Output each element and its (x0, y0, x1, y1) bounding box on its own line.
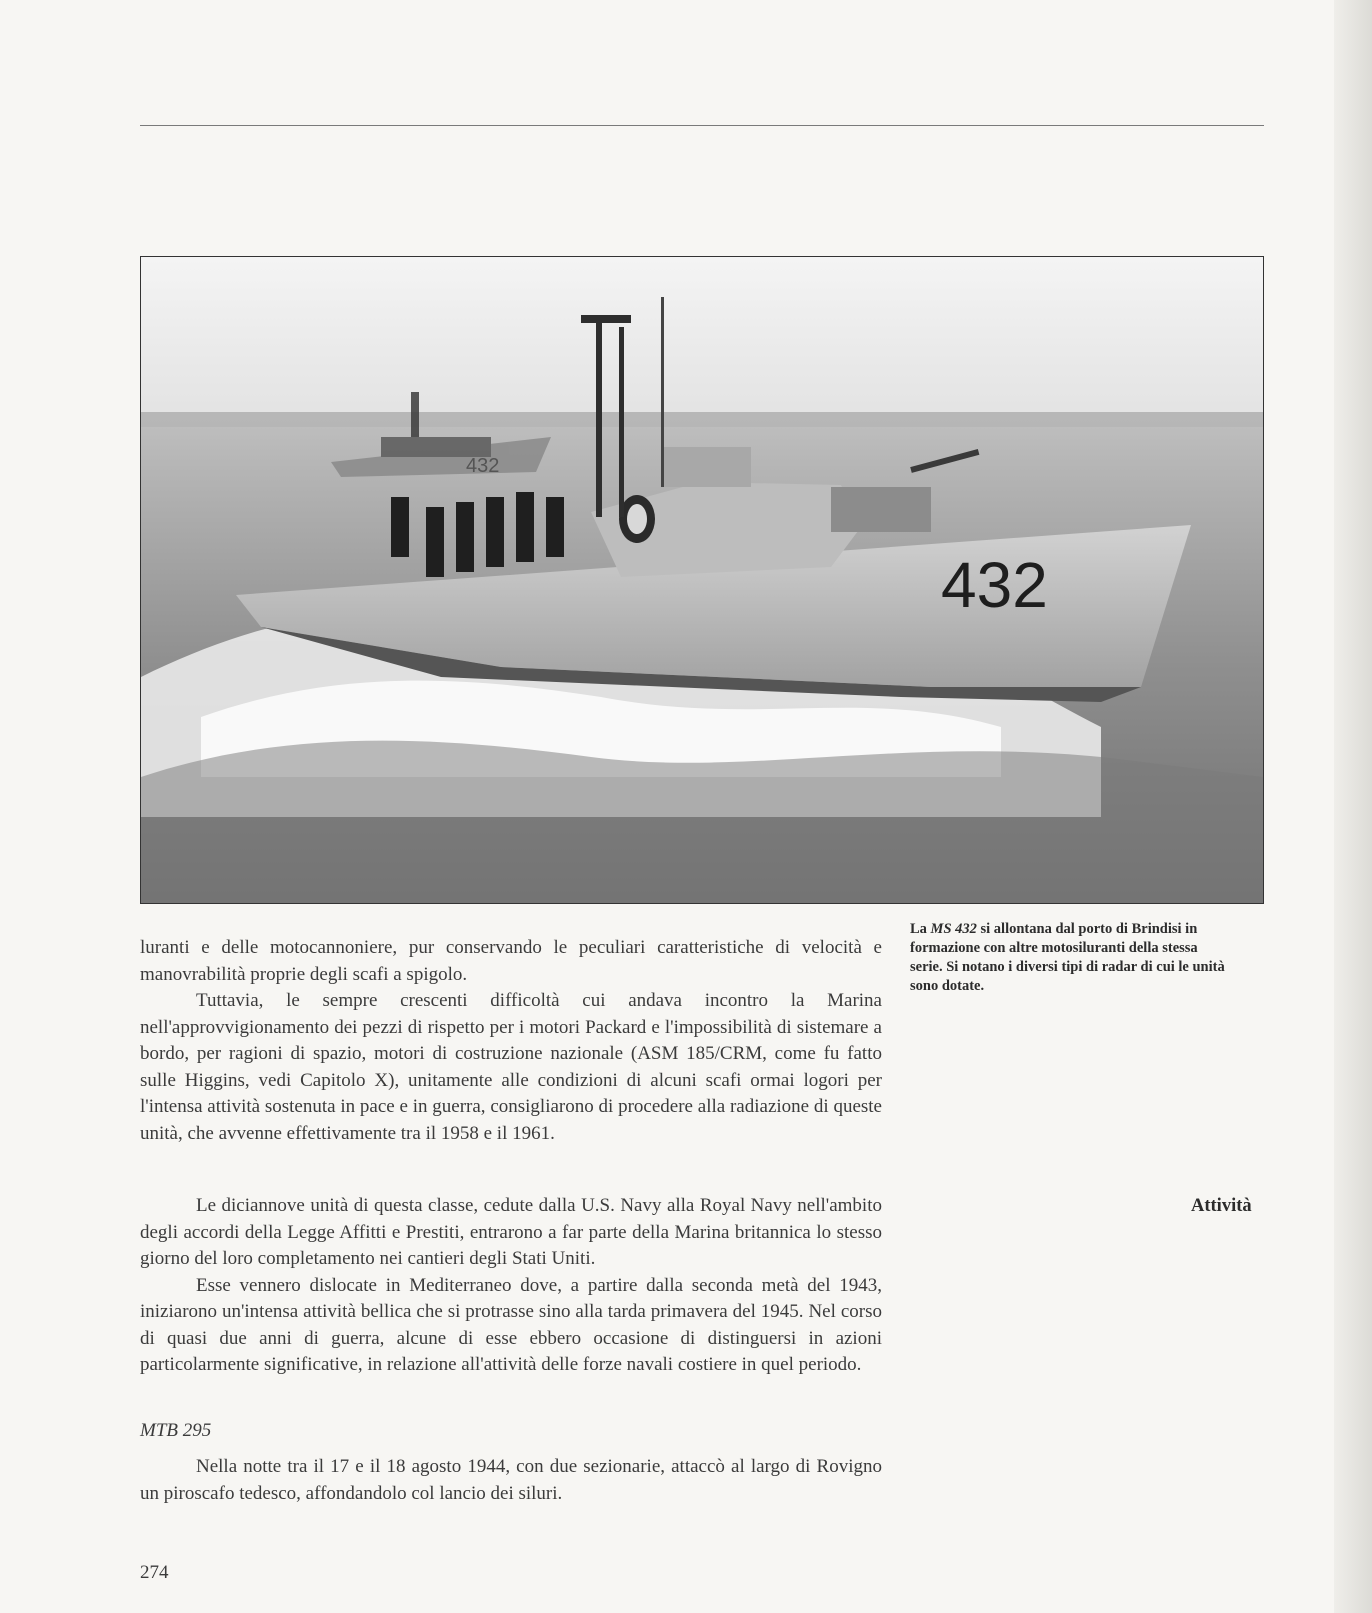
paragraph-5: Nella notte tra il 17 e il 18 agosto 1944, con due sezionarie, attaccò al largo di Rovigno un piroscafo tedesco, affondandolo col lancio dei siluri. (140, 1456, 882, 1504)
paragraph-1: luranti e delle motocannoniere, pur conservando le peculiari caratteristiche di velocità e manovrabilità proprie degli scafi a spigolo. (140, 937, 882, 985)
caption-prefix: La (910, 921, 931, 937)
caption-vessel: MS 432 (930, 921, 977, 937)
paragraph-3: Le diciannove unità di questa classe, cedute dalla U.S. Navy alla Royal Navy nell'ambito degli accordi della Legge Affitti e Prestiti, entrarono a far parte della Marina britannica lo stesso giorno del loro completamento nei cantieri degli Stati Uniti. (140, 1195, 882, 1269)
hull-number: 432 (941, 549, 1048, 621)
section-label: Attività (1191, 1196, 1252, 1216)
body-block-1 (140, 935, 882, 1147)
second-boat-number: 432 (466, 455, 500, 477)
body-block-3 (140, 1454, 882, 1507)
paragraph-2: Tuttavia, le sempre crescenti difficoltà cui andava incontro la Marina nell'approvvigionamento dei pezzi di rispetto per i motori Packard e l'impossibilità di sistemare a bordo, per ragioni di spazio, motori di costruzione nazionale (ASM 185/CRM, come fu fatto sulle Higgins, vedi Capitolo X), unitamente alle condizioni di alcuni scafi ormai logori per l'intensa attività sostenuta in pace e in guerra, consigliarono di procedere alla radiazione di queste unità, che avvenne effettivamente tra il 1958 e il 1961. (140, 990, 882, 1144)
header-rule (140, 125, 1264, 126)
photo-caption (910, 920, 1230, 996)
page-edge-shadow (1334, 0, 1372, 1613)
boat-photograph (140, 256, 1264, 904)
body-block-2 (140, 1193, 882, 1379)
page-number: 274 (140, 1562, 169, 1583)
paragraph-4: Esse vennero dislocate in Mediterraneo dove, a partire dalla seconda metà del 1943, iniziarono un'intensa attività bellica che si protrasse sino alla tarda primavera del 1945. Nel corso di quasi due anni di guerra, alcune di esse ebbero occasione di distinguersi in azioni particolarmente significative, in relazione all'attività delle forze navali costiere in quel periodo. (140, 1274, 882, 1375)
caption-text: si allontana dal porto di Brindisi in formazione con altre motosiluranti della stessa serie. Si notano i diversi tipi di radar di cui le unità sono dotate. (910, 921, 1225, 994)
subheading: MTB 295 (140, 1420, 212, 1441)
